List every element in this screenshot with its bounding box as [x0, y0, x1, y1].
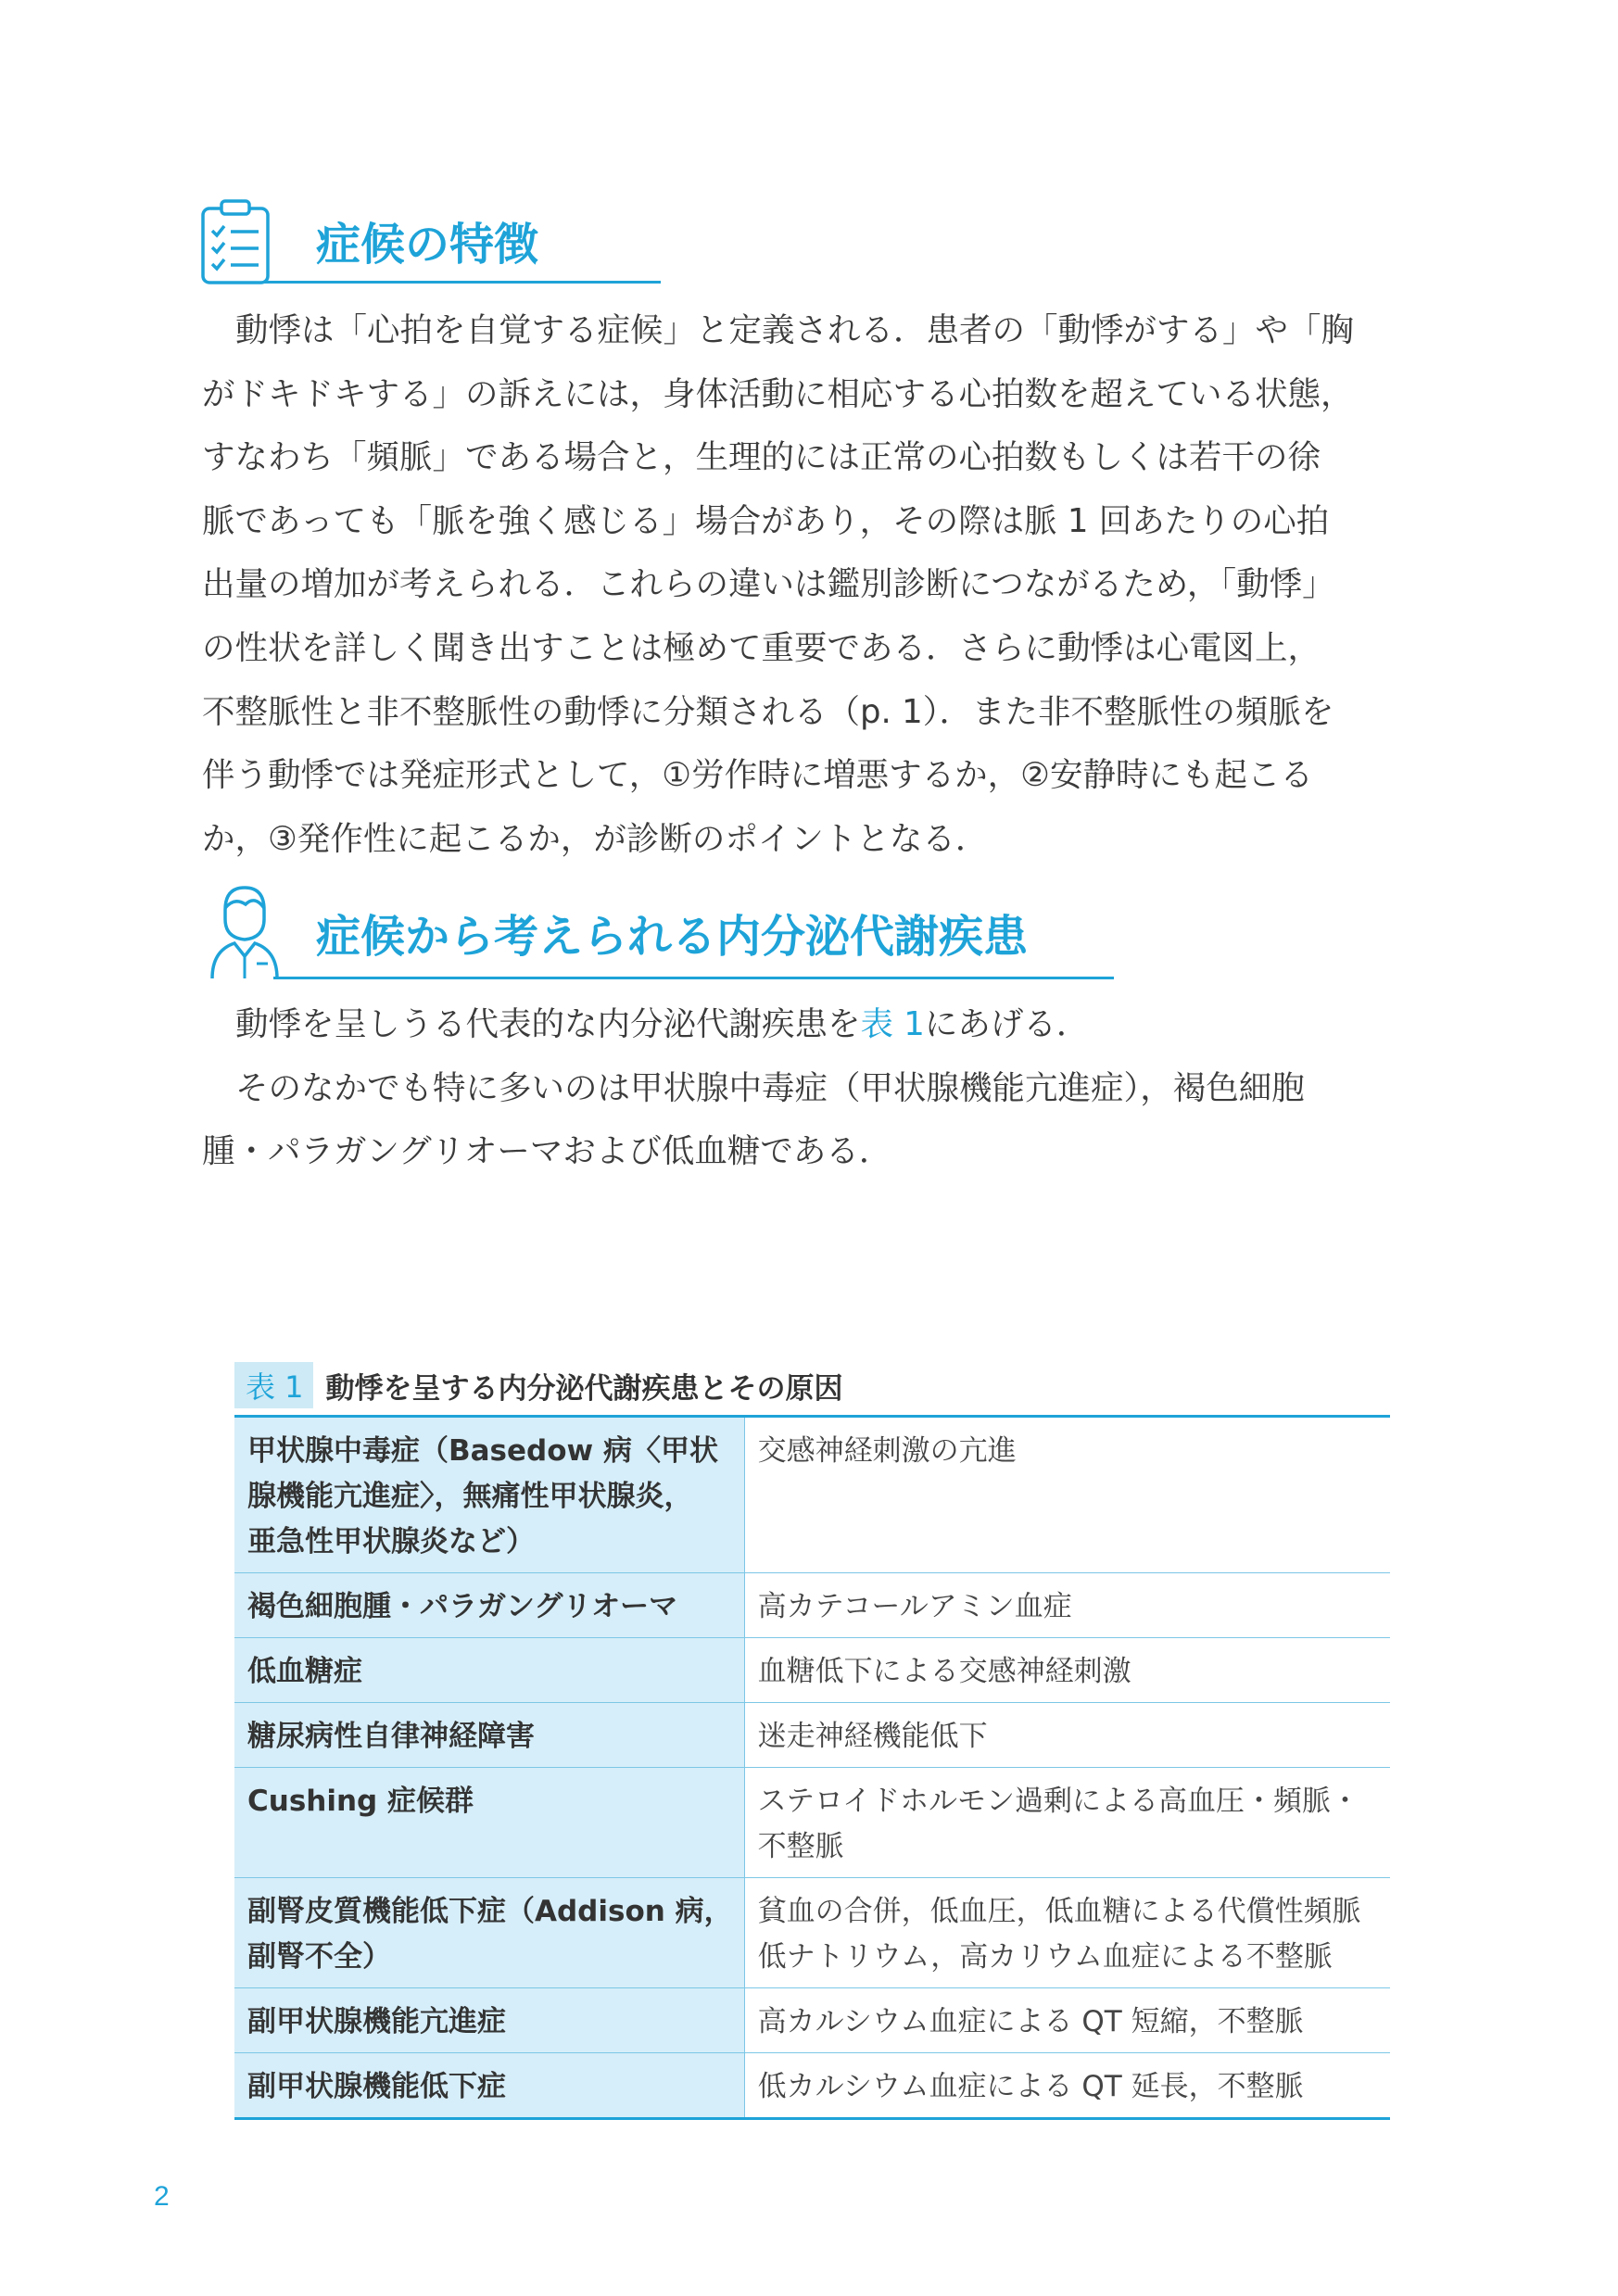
diseases-paragraph	[202, 993, 1416, 1184]
cell-line: 副腎皮質機能低下症（Addison 病，	[247, 1895, 733, 1928]
cause-cell	[744, 1768, 1390, 1878]
cell-line: 高カテコールアミン血症	[757, 1590, 1072, 1623]
section-title: 症候の特徴	[316, 219, 539, 271]
text-line: 動悸は「心拍を自覚する症候」と定義される．患者の「動悸がする」や「胸	[235, 311, 1355, 349]
disease-cell	[234, 1988, 744, 2053]
clipboard-checklist-icon	[199, 196, 273, 288]
text-line: そのなかでも特に多いのは甲状腺中毒症（甲状腺機能亢進症），褐色細胞	[235, 1068, 1305, 1107]
disease-cell	[234, 1638, 744, 1703]
disease-cell	[234, 1573, 744, 1638]
cell-line: 交感神経刺激の亢進	[757, 1434, 1017, 1468]
cell-line: 血糖低下による交感神経刺激	[757, 1655, 1131, 1688]
cell-line: 褐色細胞腫・パラガングリオーマ	[247, 1590, 678, 1623]
text-segment: 動悸を呈しうる代表的な内分泌代謝疾患を	[235, 1005, 861, 1043]
text-line: の性状を詳しく聞き出すことは極めて重要である．さらに動悸は心電図上，	[202, 628, 1321, 667]
text-line: がドキドキする」の訴えには，身体活動に相応する心拍数を超えている状態，	[202, 374, 1354, 413]
table-row	[234, 1988, 1390, 2053]
table-row	[234, 1703, 1390, 1768]
disease-cell	[234, 1417, 744, 1573]
table-label: 表 1	[234, 1362, 313, 1408]
table-row	[234, 2053, 1390, 2119]
cause-cell	[744, 2053, 1390, 2119]
cell-line: 亜急性甲状腺炎など）	[247, 1525, 535, 1558]
text-line: 伴う動悸では発症形式として，①労作時に増悪するか，②安静時にも起こる	[202, 756, 1313, 795]
section-title: 症候から考えられる内分泌代謝疾患	[316, 911, 1029, 963]
table-row	[234, 1878, 1390, 1988]
cell-line: 糖尿病性自律神経障害	[247, 1720, 535, 1753]
disease-cell	[234, 2053, 744, 2119]
cause-cell	[744, 1703, 1390, 1768]
page-number: 2	[154, 2181, 170, 2212]
heading-underline	[264, 281, 661, 284]
cell-line: 貧血の合併，低血圧，低血糖による代償性頻脈	[757, 1895, 1361, 1928]
cell-line: 迷走神経機能低下	[757, 1720, 988, 1753]
text-line: 脈であっても「脈を強く感じる」場合があり，その際は脈 1 回あたりの心拍	[202, 501, 1330, 540]
doctor-avatar-icon	[203, 882, 286, 984]
cell-line: 副甲状腺機能亢進症	[247, 2005, 506, 2038]
cell-line: 副腎不全）	[247, 1940, 391, 1974]
disease-cell	[234, 1768, 744, 1878]
table-caption	[234, 1362, 976, 1406]
cause-cell	[744, 1417, 1390, 1573]
text-line: 出量の増加が考えられる．これらの違いは鑑別診断につながるため，「動悸」	[202, 565, 1335, 604]
cause-cell	[744, 1638, 1390, 1703]
disease-cause-table	[234, 1415, 1390, 2120]
text-line	[202, 993, 1416, 1057]
text-line: 不整脈性と非不整脈性の動悸に分類される（p. 1）．また非不整脈性の頻脈を	[202, 692, 1334, 731]
cell-line: 不整脈	[757, 1830, 844, 1863]
text-line: すなわち「頻脈」である場合と，生理的には正常の心拍数もしくは若干の徐	[202, 438, 1321, 477]
cause-cell	[744, 1988, 1390, 2053]
disease-cell	[234, 1878, 744, 1988]
table-row	[234, 1573, 1390, 1638]
cell-line: 低ナトリウム，高カリウム血症による不整脈	[757, 1940, 1333, 1974]
table-reference-link[interactable]: 表 1	[860, 1005, 925, 1043]
cell-line: Cushing 症候群	[247, 1785, 474, 1818]
cause-cell	[744, 1573, 1390, 1638]
heading-underline	[273, 977, 1114, 979]
section-heading-features	[199, 190, 607, 292]
table-row	[234, 1417, 1390, 1573]
cell-line: 高カルシウム血症による QT 短縮，不整脈	[757, 2005, 1304, 2038]
cell-line: ステロイドホルモン過剰による高血圧・頻脈・	[757, 1785, 1360, 1818]
features-paragraph	[202, 299, 1416, 871]
disease-cell	[234, 1703, 744, 1768]
table-row	[234, 1768, 1390, 1878]
text-line: か，③発作性に起こるか，が診断のポイントとなる．	[202, 819, 989, 858]
cell-line: 副甲状腺機能低下症	[247, 2070, 506, 2103]
text-segment: にあげる．	[924, 1005, 1090, 1043]
text-line: 腫・パラガングリオーマおよび低血糖である．	[202, 1132, 892, 1171]
table-title: 動悸を呈する内分泌代謝疾患とその原因	[325, 1371, 843, 1406]
section-heading-diseases	[199, 880, 1126, 991]
cell-line: 腺機能亢進症〉，無痛性甲状腺炎，	[247, 1480, 693, 1513]
cell-line: 甲状腺中毒症（Basedow 病〈甲状	[247, 1434, 718, 1468]
cause-cell	[744, 1878, 1390, 1988]
cell-line: 低血糖症	[247, 1655, 362, 1688]
table-row	[234, 1638, 1390, 1703]
cell-line: 低カルシウム血症による QT 延長，不整脈	[757, 2070, 1304, 2103]
